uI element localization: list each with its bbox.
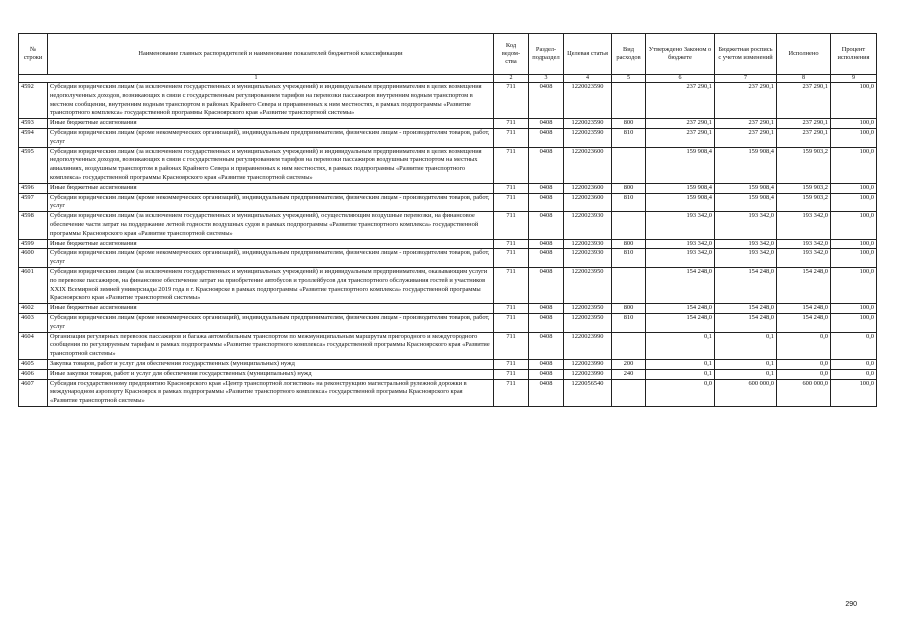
row-number: 4595 <box>19 147 48 183</box>
row-name: Иные бюджетные ассигнования <box>48 239 494 249</box>
row-name: Субсидии юридическим лицам (за исключением государственных и муниципальных учреждений) и индивидуальным предпринимателям в целях возмещения недополученных доходов, возникающих в связи с государственным регулированием тарифов на перевозки пассажиров внутренним водным транспортом в местном сообщении, внутренним водным транспортом в районах Крайнего Севера и приравненных к ним местностях, в рамках подпрограммы «Развитие транспортного комплекса» государственной программы Красноярского края «Развитие транспортной системы» <box>48 83 494 119</box>
row-type: 800 <box>612 119 646 129</box>
row-code: 711 <box>494 147 529 183</box>
budget-table <box>18 33 877 407</box>
row-approved: 159 908,4 <box>646 193 715 212</box>
row-budget: 193 342,0 <box>715 212 777 239</box>
row-percent: 100,0 <box>831 313 877 332</box>
row-section: 0408 <box>529 359 564 369</box>
row-target: 1220056540 <box>564 379 612 406</box>
row-code: 711 <box>494 128 529 147</box>
row-number: 4603 <box>19 313 48 332</box>
row-executed: 0,0 <box>777 359 831 369</box>
row-section: 0408 <box>529 119 564 129</box>
row-number: 4596 <box>19 183 48 193</box>
row-name: Субсидии юридическим лицам (кроме некоммерческих организаций), индивидуальным предпринимателям, физическим лицам - производителям товаров, работ, услуг <box>48 128 494 147</box>
row-percent: 0,0 <box>831 369 877 379</box>
row-executed: 0,0 <box>777 332 831 359</box>
row-name: Закупка товаров, работ и услуг для обеспечения государственных (муниципальных) нужд <box>48 359 494 369</box>
row-code: 711 <box>494 249 529 268</box>
row-section: 0408 <box>529 193 564 212</box>
index-cell: 6 <box>646 75 715 83</box>
row-type: 800 <box>612 304 646 314</box>
row-target: 1220023600 <box>564 193 612 212</box>
row-type: 200 <box>612 359 646 369</box>
row-name: Субсидии юридическим лицам (за исключением государственных и муниципальных учреждений) и индивидуальным предпринимателям в целях возмещения недополученных доходов, возникающих в связи с государственным регулированием тарифов на перевозки пассажиров воздушным транспортом на местных авиалиниях, воздушным транспортом в районах Крайнего Севера и приравненных к ним местностях, в рамках подпрограммы «Развитие транспортного комплекса» государственной программы Красноярского края «Развитие транспортной системы» <box>48 147 494 183</box>
row-percent: 100,0 <box>831 304 877 314</box>
header-type: Вид расходов <box>612 34 646 75</box>
row-budget: 159 908,4 <box>715 183 777 193</box>
row-percent: 100,0 <box>831 267 877 303</box>
row-percent: 0,0 <box>831 359 877 369</box>
row-name: Организация регулярных перевозок пассажиров и багажа автомобильным транспортом по межмуниципальным маршрутам пригородного и междугородного сообщения по регулируемым тарифам в рамках подпрограммы «Развитие транспортного комплекса» государственной программы Красноярского края «Развитие транспортной системы» <box>48 332 494 359</box>
header-target: Целевая статья <box>564 34 612 75</box>
row-code: 711 <box>494 119 529 129</box>
row-percent: 100,0 <box>831 147 877 183</box>
row-name: Иные бюджетные ассигнования <box>48 304 494 314</box>
row-code: 711 <box>494 212 529 239</box>
row-type <box>612 267 646 303</box>
row-number: 4597 <box>19 193 48 212</box>
row-number: 4606 <box>19 369 48 379</box>
row-type <box>612 83 646 119</box>
row-type: 800 <box>612 183 646 193</box>
row-executed: 0,0 <box>777 369 831 379</box>
row-approved: 154 248,0 <box>646 267 715 303</box>
row-type <box>612 147 646 183</box>
row-budget: 237 290,1 <box>715 119 777 129</box>
row-approved: 159 908,4 <box>646 183 715 193</box>
row-type: 810 <box>612 193 646 212</box>
header-code: Код ведом- ства <box>494 34 529 75</box>
row-number: 4600 <box>19 249 48 268</box>
table-body <box>19 83 877 407</box>
row-approved: 154 248,0 <box>646 313 715 332</box>
row-budget: 237 290,1 <box>715 128 777 147</box>
row-name: Субсидии юридическим лицам (кроме некоммерческих организаций), индивидуальным предпринимателям, физическим лицам - производителям товаров, работ, услуг <box>48 249 494 268</box>
row-executed: 193 342,0 <box>777 249 831 268</box>
row-number: 4599 <box>19 239 48 249</box>
row-target: 1220023950 <box>564 304 612 314</box>
row-budget: 600 000,0 <box>715 379 777 406</box>
header-executed: Исполнено <box>777 34 831 75</box>
row-target: 1220023590 <box>564 119 612 129</box>
row-percent: 100,0 <box>831 239 877 249</box>
row-budget: 159 908,4 <box>715 193 777 212</box>
row-target: 1220023950 <box>564 313 612 332</box>
row-budget: 0,1 <box>715 369 777 379</box>
row-section: 0408 <box>529 249 564 268</box>
row-type: 810 <box>612 128 646 147</box>
row-target: 1220023950 <box>564 267 612 303</box>
page-number: 290 <box>845 601 857 608</box>
row-section: 0408 <box>529 183 564 193</box>
row-approved: 159 908,4 <box>646 147 715 183</box>
row-budget: 154 248,0 <box>715 267 777 303</box>
row-number: 4607 <box>19 379 48 406</box>
index-cell: 8 <box>777 75 831 83</box>
row-executed: 159 903,2 <box>777 193 831 212</box>
row-executed: 154 248,0 <box>777 313 831 332</box>
row-percent: 100,0 <box>831 379 877 406</box>
row-percent: 100,0 <box>831 128 877 147</box>
row-name: Субсидии юридическим лицам (кроме некоммерческих организаций), индивидуальным предпринимателям, физическим лицам - производителям товаров, работ, услуг <box>48 193 494 212</box>
row-approved: 237 290,1 <box>646 128 715 147</box>
column-index-row <box>19 75 877 83</box>
row-section: 0408 <box>529 313 564 332</box>
row-executed: 237 290,1 <box>777 128 831 147</box>
row-budget: 0,1 <box>715 359 777 369</box>
row-executed: 154 248,0 <box>777 304 831 314</box>
row-approved: 0,1 <box>646 369 715 379</box>
row-section: 0408 <box>529 128 564 147</box>
row-section: 0408 <box>529 83 564 119</box>
row-number: 4605 <box>19 359 48 369</box>
table-row <box>19 147 877 183</box>
row-name: Субсидия государственному предприятию Красноярского края «Центр транспортной логистики» на реконструкцию магистральной рулежной дорожки в международном аэропорту Красноярск в рамках подпрограммы «Развитие транспортного комплекса» государственной программы Красноярского края «Развитие транспортной системы» <box>48 379 494 406</box>
row-number: 4601 <box>19 267 48 303</box>
row-name: Иные бюджетные ассигнования <box>48 183 494 193</box>
row-percent: 100,0 <box>831 83 877 119</box>
row-section: 0408 <box>529 147 564 183</box>
row-approved: 0,1 <box>646 359 715 369</box>
table-row <box>19 212 877 239</box>
row-budget: 237 290,1 <box>715 83 777 119</box>
row-number: 4604 <box>19 332 48 359</box>
row-type: 810 <box>612 249 646 268</box>
row-code: 711 <box>494 239 529 249</box>
row-code: 711 <box>494 369 529 379</box>
index-cell: 9 <box>831 75 877 83</box>
row-type: 800 <box>612 239 646 249</box>
row-code: 711 <box>494 193 529 212</box>
row-code: 711 <box>494 267 529 303</box>
index-cell: 3 <box>529 75 564 83</box>
header-row <box>19 34 877 75</box>
row-section: 0408 <box>529 379 564 406</box>
row-budget: 0,1 <box>715 332 777 359</box>
header-section: Раздел- подраздел <box>529 34 564 75</box>
table-row <box>19 267 877 303</box>
header-approved: Утверждено Законом о бюджете <box>646 34 715 75</box>
row-code: 711 <box>494 379 529 406</box>
table-row <box>19 379 877 406</box>
row-approved: 193 342,0 <box>646 239 715 249</box>
index-cell: 5 <box>612 75 646 83</box>
table-row <box>19 193 877 212</box>
index-cell: 7 <box>715 75 777 83</box>
table-row <box>19 313 877 332</box>
table-row <box>19 249 877 268</box>
row-percent: 100,0 <box>831 183 877 193</box>
row-percent: 100,0 <box>831 212 877 239</box>
row-code: 711 <box>494 183 529 193</box>
row-executed: 159 903,2 <box>777 147 831 183</box>
row-target: 1220023930 <box>564 249 612 268</box>
header-name: Наименование главных распорядителей и наименование показателей бюджетной классификации <box>48 34 494 75</box>
row-type <box>612 379 646 406</box>
table-row <box>19 183 877 193</box>
index-cell: 1 <box>19 75 494 83</box>
row-budget: 193 342,0 <box>715 249 777 268</box>
row-name: Иные закупки товаров, работ и услуг для обеспечения государственных (муниципальных) нужд <box>48 369 494 379</box>
row-type: 810 <box>612 313 646 332</box>
row-budget: 154 248,0 <box>715 304 777 314</box>
row-name: Иные бюджетные ассигнования <box>48 119 494 129</box>
row-name: Субсидии юридическим лицам (кроме некоммерческих организаций), индивидуальным предпринимателям, физическим лицам - производителям товаров, работ, услуг <box>48 313 494 332</box>
row-target: 1220023600 <box>564 183 612 193</box>
row-code: 711 <box>494 332 529 359</box>
row-executed: 193 342,0 <box>777 239 831 249</box>
table-row <box>19 239 877 249</box>
row-target: 1220023590 <box>564 128 612 147</box>
table-row <box>19 128 877 147</box>
row-name: Субсидии юридическим лицам (за исключением государственных и муниципальных учреждений), осуществляющим воздушные перевозки, на финансовое обеспечение части затрат на поддержание летной годности воздушных судов в рамках подпрограммы «Развитие транспортного комплекса» государственной программы Красноярского края «Развитие транспортной системы» <box>48 212 494 239</box>
row-percent: 100,0 <box>831 119 877 129</box>
row-code: 711 <box>494 313 529 332</box>
index-cell: 4 <box>564 75 612 83</box>
row-budget: 193 342,0 <box>715 239 777 249</box>
row-approved: 193 342,0 <box>646 249 715 268</box>
row-executed: 154 248,0 <box>777 267 831 303</box>
row-code: 711 <box>494 359 529 369</box>
row-target: 1220023990 <box>564 369 612 379</box>
row-type: 240 <box>612 369 646 379</box>
row-target: 1220023990 <box>564 332 612 359</box>
row-approved: 237 290,1 <box>646 119 715 129</box>
row-section: 0408 <box>529 267 564 303</box>
row-section: 0408 <box>529 304 564 314</box>
row-budget: 159 908,4 <box>715 147 777 183</box>
row-approved: 193 342,0 <box>646 212 715 239</box>
table-row <box>19 83 877 119</box>
row-number: 4602 <box>19 304 48 314</box>
row-percent: 100,0 <box>831 193 877 212</box>
row-executed: 159 903,2 <box>777 183 831 193</box>
table-row <box>19 332 877 359</box>
row-name: Субсидии юридическим лицам (за исключением государственных и муниципальных учреждений) и индивидуальным предпринимателям, оказывающим услуги по перевозке пассажиров, на финансовое обеспечение затрат на приобретение автобусов и троллейбусов для транспортного обслуживания гостей и участников XXIX Всемирной зимней универсиады 2019 года в г. Красноярске в рамках подпрограммы «Развитие транспортного комплекса» государственной программы Красноярского края «Развитие транспортной системы» <box>48 267 494 303</box>
row-approved: 237 290,1 <box>646 83 715 119</box>
row-section: 0408 <box>529 369 564 379</box>
header-num: № строки <box>19 34 48 75</box>
row-code: 711 <box>494 83 529 119</box>
table-row <box>19 304 877 314</box>
table-row <box>19 369 877 379</box>
row-section: 0408 <box>529 332 564 359</box>
row-percent: 100,0 <box>831 249 877 268</box>
header-budget: Бюджетная роспись с учетом изменений <box>715 34 777 75</box>
row-number: 4592 <box>19 83 48 119</box>
row-number: 4594 <box>19 128 48 147</box>
row-approved: 154 248,0 <box>646 304 715 314</box>
row-number: 4593 <box>19 119 48 129</box>
table-row <box>19 359 877 369</box>
row-executed: 600 000,0 <box>777 379 831 406</box>
row-target: 1220023600 <box>564 147 612 183</box>
row-number: 4598 <box>19 212 48 239</box>
row-budget: 154 248,0 <box>715 313 777 332</box>
row-target: 1220023930 <box>564 212 612 239</box>
row-target: 1220023990 <box>564 359 612 369</box>
row-approved: 0,1 <box>646 332 715 359</box>
row-approved: 0,0 <box>646 379 715 406</box>
row-target: 1220023930 <box>564 239 612 249</box>
row-type <box>612 332 646 359</box>
table-row <box>19 119 877 129</box>
header-percent: Процент исполнения <box>831 34 877 75</box>
row-executed: 237 290,1 <box>777 119 831 129</box>
row-section: 0408 <box>529 212 564 239</box>
row-executed: 193 342,0 <box>777 212 831 239</box>
row-executed: 237 290,1 <box>777 83 831 119</box>
row-section: 0408 <box>529 239 564 249</box>
row-target: 1220023590 <box>564 83 612 119</box>
index-cell: 2 <box>494 75 529 83</box>
row-percent: 0,0 <box>831 332 877 359</box>
row-code: 711 <box>494 304 529 314</box>
row-type <box>612 212 646 239</box>
